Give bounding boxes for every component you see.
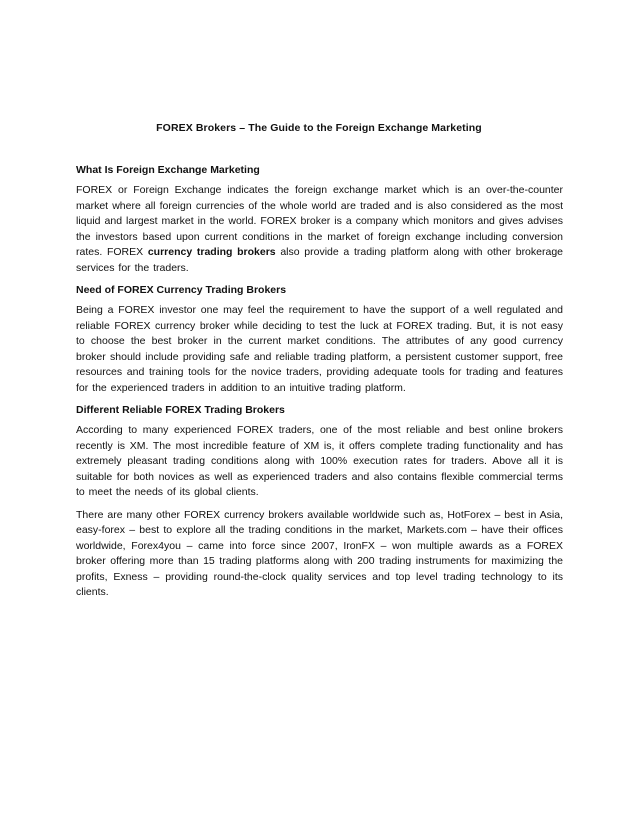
paragraph [76,183,563,276]
paragraph-text: According to many experienced FOREX traders, one of the most reliable and best online brokers recently is XM. The most incredible feature of XM is, it offers complete trading functionality and has extremely pleasant trading conditions along with 100% execution rates for traders. Above all it is suitable for both novices as well as experienced traders and also contains flexible commercial terms to meet the needs of its global clients. [76,424,563,498]
paragraph-text: also provide a trading platform along with other brokerage services for the traders. [76,246,564,274]
document-title: FOREX Brokers – The Guide to the Foreign Exchange Marketing [156,122,482,134]
bold-keyword: currency trading brokers [147,246,276,258]
section-heading: Different Reliable FOREX Trading Brokers [76,404,285,416]
section-reliable-brokers [76,403,563,601]
section-need-of-brokers [76,283,563,396]
paragraph [76,423,563,501]
paragraph-text: FOREX or Foreign Exchange indicates the foreign exchange market which is an over-the-counter market where all foreign currencies of the whole world are traded and is also considered as the most liquid and largest market in the world. FOREX broker is a company which monitors and gives advises the investors based upon current conditions in the market of foreign exchange including conversion rates. FOREX [76,184,563,258]
section-what-is-forex [76,163,563,276]
paragraph [76,508,563,601]
document-body [76,163,563,608]
paragraph-text: There are many other FOREX currency brokers available worldwide such as, HotForex – best in Asia, easy-forex – best to explore all the trading conditions in the market, Markets.com – have their offices worldwide, Forex4you – came into force since 2007, IronFX – won multiple awards as a FOREX broker offering more than 15 trading platforms along with 200 trading instruments for maximizing the profits, Exness – providing round-the-clock quality services and top level trading technology to its clients. [76,508,563,598]
section-heading: Need of FOREX Currency Trading Brokers [76,284,287,296]
section-heading: What Is Foreign Exchange Marketing [76,164,260,176]
paragraph-text: Being a FOREX investor one may feel the requirement to have the support of a well regulated and reliable FOREX currency broker while deciding to test the luck at FOREX trading. But, it is not easy to choose the best broker in the current market conditions. The attributes of any good currency broker should include providing safe and reliable trading platform, a persistent customer support, free resources and training tools for the novice traders, providing adequate tools for trading and features for the experienced traders in addition to an intuitive trading platform. [76,304,563,394]
paragraph [76,303,563,396]
